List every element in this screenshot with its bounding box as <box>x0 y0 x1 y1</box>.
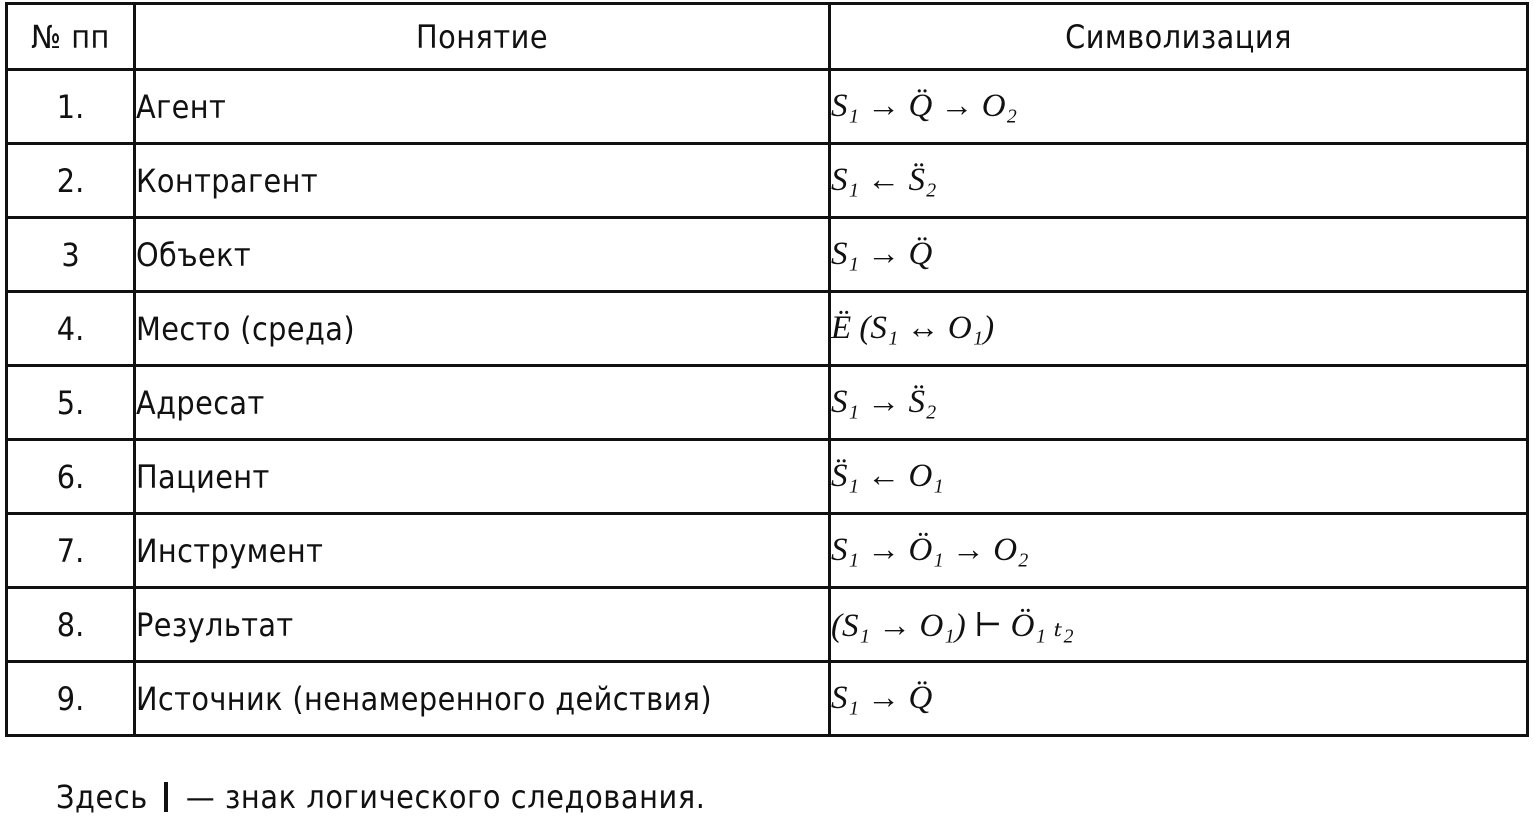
row-num: 9. <box>7 662 135 736</box>
table-row <box>7 514 1528 588</box>
header-symbol: Символизация <box>830 4 1528 70</box>
row-symbol <box>830 144 1528 218</box>
row-symbol <box>830 70 1528 144</box>
table-row <box>7 70 1528 144</box>
row-concept: Контрагент <box>135 144 830 218</box>
row-num: 6. <box>7 440 135 514</box>
header-num: № пп <box>7 4 135 70</box>
formula: S₁ ← S̈₂ <box>831 162 937 198</box>
concepts-table <box>5 2 1529 737</box>
row-num: 7. <box>7 514 135 588</box>
row-num: 2. <box>7 144 135 218</box>
table-row <box>7 218 1528 292</box>
row-concept: Источник (ненамеренного действия) <box>135 662 830 736</box>
row-symbol <box>830 514 1528 588</box>
formula: S₁ → Q̈ <box>831 236 933 272</box>
formula: S₁ → Q̈ → O₂ <box>831 88 1018 124</box>
turnstile-symbol <box>164 782 168 812</box>
formula: (S₁ → O₁) ⊢ Ö₁ ₜ₂ <box>831 607 1074 644</box>
row-num: 5. <box>7 366 135 440</box>
row-concept: Место (среда) <box>135 292 830 366</box>
formula: S₁ → Q̈ <box>831 680 933 716</box>
row-concept: Пациент <box>135 440 830 514</box>
row-concept: Результат <box>135 588 830 662</box>
header-concept: Понятие <box>135 4 830 70</box>
table-header-row <box>7 4 1528 70</box>
table-row <box>7 144 1528 218</box>
row-concept: Агент <box>135 70 830 144</box>
table-row <box>7 588 1528 662</box>
row-symbol <box>830 292 1528 366</box>
row-concept: Адресат <box>135 366 830 440</box>
formula: Ë (S₁ ↔ O₁) <box>831 310 995 346</box>
row-concept: Инструмент <box>135 514 830 588</box>
row-num: 8. <box>7 588 135 662</box>
footnote-prefix: Здесь <box>56 778 148 816</box>
row-symbol <box>830 366 1528 440</box>
row-num: 1. <box>7 70 135 144</box>
footnote-suffix: — знак логического следования. <box>185 778 706 816</box>
footnote <box>56 778 705 816</box>
row-symbol <box>830 662 1528 736</box>
row-num: 4. <box>7 292 135 366</box>
formula: S₁ → S̈₂ <box>831 384 937 420</box>
row-concept: Объект <box>135 218 830 292</box>
table-row <box>7 440 1528 514</box>
formula: S₁ → Ö₁ → O₂ <box>831 532 1029 568</box>
row-symbol <box>830 440 1528 514</box>
table-row <box>7 366 1528 440</box>
row-num: 3 <box>7 218 135 292</box>
row-symbol <box>830 218 1528 292</box>
row-symbol <box>830 588 1528 662</box>
formula: S̈₁ ← O₁ <box>831 458 944 494</box>
table-row <box>7 662 1528 736</box>
table-row <box>7 292 1528 366</box>
